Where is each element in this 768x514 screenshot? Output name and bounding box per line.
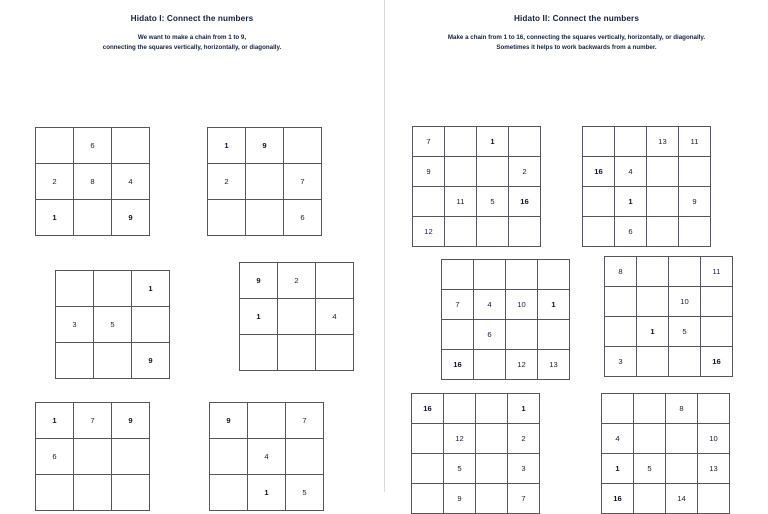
grid-row bbox=[208, 164, 322, 200]
grid-cell-filled[interactable]: 4 bbox=[602, 424, 634, 454]
grid-cell-empty[interactable] bbox=[509, 217, 541, 247]
grid-cell-filled[interactable]: 4 bbox=[615, 157, 647, 187]
grid-cell-empty[interactable] bbox=[246, 164, 284, 200]
grid-row bbox=[602, 454, 730, 484]
grid-cell-empty[interactable] bbox=[669, 347, 701, 377]
grid-cell-filled[interactable]: 1 bbox=[602, 454, 634, 484]
grid-cell-filled[interactable]: 6 bbox=[74, 128, 112, 164]
grid-row bbox=[602, 484, 730, 514]
grid-cell-filled[interactable]: 5 bbox=[669, 317, 701, 347]
grid-row bbox=[442, 290, 570, 320]
grid-cell-empty[interactable] bbox=[112, 439, 150, 475]
grid-cell-empty[interactable] bbox=[506, 260, 538, 290]
grid-cell-empty[interactable] bbox=[474, 350, 506, 380]
grid-cell-filled[interactable]: 6 bbox=[284, 200, 322, 236]
page-subtitle-line-1: Make a chain from 1 to 16, connecting the squares vertically, horizontally, or diagonally. bbox=[447, 34, 706, 41]
grid-cell-filled[interactable]: 9 bbox=[112, 403, 150, 439]
grid-cell-empty[interactable] bbox=[477, 157, 509, 187]
grid-cell-filled[interactable]: 5 bbox=[444, 454, 476, 484]
grid-cell-empty[interactable] bbox=[666, 454, 698, 484]
grid-cell-empty[interactable] bbox=[445, 127, 477, 157]
grid-cell-filled[interactable]: 13 bbox=[698, 454, 730, 484]
hidato-puzzle-grid[interactable] bbox=[55, 270, 170, 379]
grid-row bbox=[210, 403, 324, 439]
grid-cell-filled[interactable]: 9 bbox=[679, 187, 711, 217]
grid-cell-filled[interactable]: 13 bbox=[538, 350, 570, 380]
grid-row bbox=[602, 424, 730, 454]
hidato-puzzle-grid[interactable] bbox=[207, 127, 322, 236]
grid-cell-filled[interactable]: 1 bbox=[538, 290, 570, 320]
grid-cell-filled[interactable]: 8 bbox=[74, 164, 112, 200]
grid-row bbox=[56, 343, 170, 379]
grid-row bbox=[36, 164, 150, 200]
grid-row bbox=[605, 257, 733, 287]
grid-cell-empty[interactable] bbox=[583, 217, 615, 247]
grid-cell-filled[interactable]: 5 bbox=[286, 475, 324, 511]
hidato-puzzle-grid[interactable] bbox=[239, 262, 354, 371]
grid-cell-empty[interactable] bbox=[538, 260, 570, 290]
grid-row bbox=[412, 424, 540, 454]
grid-cell-empty[interactable] bbox=[413, 187, 445, 217]
grid-cell-empty[interactable] bbox=[94, 271, 132, 307]
grid-cell-filled[interactable]: 7 bbox=[442, 290, 474, 320]
grid-row bbox=[583, 187, 711, 217]
grid-row bbox=[412, 394, 540, 424]
grid-row bbox=[240, 299, 354, 335]
grid-cell-empty[interactable] bbox=[476, 484, 508, 514]
grid-cell-empty[interactable] bbox=[476, 454, 508, 484]
grid-cell-empty[interactable] bbox=[284, 128, 322, 164]
grid-cell-filled[interactable]: 7 bbox=[284, 164, 322, 200]
grid-cell-filled[interactable]: 9 bbox=[132, 343, 170, 379]
grid-row bbox=[442, 320, 570, 350]
grid-row bbox=[413, 187, 541, 217]
grid-cell-empty[interactable] bbox=[476, 394, 508, 424]
grid-cell-filled[interactable]: 4 bbox=[112, 164, 150, 200]
grid-cell-filled[interactable]: 4 bbox=[316, 299, 354, 335]
grid-cell-empty[interactable] bbox=[509, 127, 541, 157]
grid-cell-empty[interactable] bbox=[698, 484, 730, 514]
hidato-puzzle-grid[interactable] bbox=[35, 402, 150, 511]
grid-row bbox=[605, 317, 733, 347]
hidato-puzzle-grid[interactable] bbox=[441, 259, 570, 380]
grid-row bbox=[240, 263, 354, 299]
grid-cell-empty[interactable] bbox=[669, 257, 701, 287]
grid-cell-filled[interactable]: 11 bbox=[445, 187, 477, 217]
grid-cell-filled[interactable]: 16 bbox=[602, 484, 634, 514]
grid-cell-empty[interactable] bbox=[634, 484, 666, 514]
grid-cell-empty[interactable] bbox=[602, 394, 634, 424]
grid-cell-empty[interactable] bbox=[637, 257, 669, 287]
grid-cell-filled[interactable]: 2 bbox=[508, 424, 540, 454]
grid-cell-filled[interactable]: 9 bbox=[246, 128, 284, 164]
grid-cell-filled[interactable]: 2 bbox=[36, 164, 74, 200]
grid-cell-filled[interactable]: 6 bbox=[36, 439, 74, 475]
grid-cell-filled[interactable]: 1 bbox=[208, 128, 246, 164]
grid-cell-filled[interactable]: 16 bbox=[412, 394, 444, 424]
grid-cell-empty[interactable] bbox=[112, 475, 150, 511]
grid-cell-empty[interactable] bbox=[94, 343, 132, 379]
page-subtitle-line-2: Sometimes it helps to work backwards from a number. bbox=[496, 43, 657, 51]
grid-cell-filled[interactable]: 4 bbox=[474, 290, 506, 320]
grid-cell-filled[interactable]: 11 bbox=[679, 127, 711, 157]
grid-row bbox=[442, 260, 570, 290]
grid-row bbox=[56, 271, 170, 307]
hidato-puzzle-grid[interactable] bbox=[411, 393, 540, 514]
grid-cell-filled[interactable]: 16 bbox=[509, 187, 541, 217]
grid-row bbox=[208, 200, 322, 236]
grid-cell-filled[interactable]: 4 bbox=[248, 439, 286, 475]
grid-cell-empty[interactable] bbox=[248, 403, 286, 439]
grid-cell-filled[interactable]: 9 bbox=[112, 200, 150, 236]
grid-cell-filled[interactable]: 9 bbox=[444, 484, 476, 514]
grid-cell-empty[interactable] bbox=[445, 217, 477, 247]
grid-cell-empty[interactable] bbox=[444, 394, 476, 424]
grid-cell-filled[interactable]: 14 bbox=[666, 484, 698, 514]
grid-row bbox=[208, 128, 322, 164]
grid-cell-empty[interactable] bbox=[474, 260, 506, 290]
grid-cell-empty[interactable] bbox=[647, 157, 679, 187]
grid-cell-empty[interactable] bbox=[615, 127, 647, 157]
grid-cell-empty[interactable] bbox=[506, 320, 538, 350]
grid-cell-filled[interactable]: 3 bbox=[605, 347, 637, 377]
grid-row bbox=[56, 307, 170, 343]
grid-cell-empty[interactable] bbox=[316, 335, 354, 371]
grid-cell-empty[interactable] bbox=[605, 317, 637, 347]
grid-cell-empty[interactable] bbox=[112, 128, 150, 164]
page-subtitle bbox=[0, 23, 384, 52]
grid-cell-empty[interactable] bbox=[637, 287, 669, 317]
page-title: Hidato I: Connect the numbers bbox=[130, 14, 254, 23]
grid-cell-empty[interactable] bbox=[477, 217, 509, 247]
grid-cell-filled[interactable]: 7 bbox=[413, 127, 445, 157]
grid-row bbox=[413, 127, 541, 157]
hidato-puzzle-grid[interactable] bbox=[582, 126, 711, 247]
grid-cell-empty[interactable] bbox=[605, 287, 637, 317]
grid-cell-empty[interactable] bbox=[442, 320, 474, 350]
grid-cell-filled[interactable]: 5 bbox=[634, 454, 666, 484]
grid-cell-empty[interactable] bbox=[647, 217, 679, 247]
grid-cell-empty[interactable] bbox=[210, 475, 248, 511]
grid-cell-empty[interactable] bbox=[679, 157, 711, 187]
grid-cell-filled[interactable]: 10 bbox=[669, 287, 701, 317]
grid-cell-filled[interactable]: 2 bbox=[208, 164, 246, 200]
grid-row bbox=[36, 403, 150, 439]
grid-row bbox=[210, 439, 324, 475]
grid-row bbox=[583, 157, 711, 187]
grid-cell-empty[interactable] bbox=[701, 287, 733, 317]
grid-cell-empty[interactable] bbox=[634, 394, 666, 424]
hidato-puzzle-grid[interactable] bbox=[601, 393, 730, 514]
grid-cell-empty[interactable] bbox=[278, 335, 316, 371]
grid-cell-filled[interactable]: 1 bbox=[637, 317, 669, 347]
grid-cell-filled[interactable]: 6 bbox=[474, 320, 506, 350]
grid-cell-empty[interactable] bbox=[412, 454, 444, 484]
grid-row bbox=[412, 484, 540, 514]
grid-cell-filled[interactable]: 3 bbox=[56, 307, 94, 343]
page-subtitle-line-1: We want to make a chain from 1 to 9, bbox=[137, 34, 247, 41]
grid-cell-empty[interactable] bbox=[637, 347, 669, 377]
grid-cell-empty[interactable] bbox=[74, 200, 112, 236]
page-title: Hidato II: Connect the numbers bbox=[513, 14, 640, 23]
grid-cell-filled[interactable]: 5 bbox=[94, 307, 132, 343]
grid-cell-empty[interactable] bbox=[36, 128, 74, 164]
grid-row bbox=[36, 128, 150, 164]
grid-cell-filled[interactable]: 9 bbox=[240, 263, 278, 299]
grid-cell-empty[interactable] bbox=[240, 335, 278, 371]
grid-cell-empty[interactable] bbox=[666, 424, 698, 454]
grid-cell-filled[interactable]: 10 bbox=[698, 424, 730, 454]
grid-row bbox=[36, 475, 150, 511]
grid-cell-filled[interactable]: 12 bbox=[444, 424, 476, 454]
grid-cell-empty[interactable] bbox=[74, 439, 112, 475]
grid-row bbox=[36, 439, 150, 475]
grid-row bbox=[412, 454, 540, 484]
grid-cell-filled[interactable]: 2 bbox=[509, 157, 541, 187]
hidato-puzzle-grid[interactable] bbox=[209, 402, 324, 511]
grid-row bbox=[413, 217, 541, 247]
grid-cell-empty[interactable] bbox=[286, 439, 324, 475]
grid-row bbox=[583, 217, 711, 247]
grid-cell-filled[interactable]: 6 bbox=[615, 217, 647, 247]
hidato-puzzle-grid[interactable] bbox=[412, 126, 541, 247]
grid-cell-empty[interactable] bbox=[246, 200, 284, 236]
grid-cell-filled[interactable]: 9 bbox=[210, 403, 248, 439]
grid-cell-filled[interactable]: 12 bbox=[506, 350, 538, 380]
grid-cell-filled[interactable]: 1 bbox=[477, 127, 509, 157]
grid-cell-empty[interactable] bbox=[583, 187, 615, 217]
grid-cell-empty[interactable] bbox=[698, 394, 730, 424]
grid-cell-filled[interactable]: 16 bbox=[701, 347, 733, 377]
grid-cell-filled[interactable]: 13 bbox=[647, 127, 679, 157]
grid-cell-empty[interactable] bbox=[445, 157, 477, 187]
grid-cell-empty[interactable] bbox=[412, 484, 444, 514]
grid-cell-filled[interactable]: 10 bbox=[506, 290, 538, 320]
grid-cell-filled[interactable]: 3 bbox=[508, 454, 540, 484]
worksheet-page-right bbox=[384, 0, 768, 504]
grid-row bbox=[36, 200, 150, 236]
grid-cell-empty[interactable] bbox=[132, 307, 170, 343]
grid-cell-filled[interactable]: 11 bbox=[701, 257, 733, 287]
grid-cell-empty[interactable] bbox=[36, 475, 74, 511]
grid-cell-filled[interactable]: 1 bbox=[240, 299, 278, 335]
grid-cell-filled[interactable]: 1 bbox=[36, 403, 74, 439]
grid-cell-filled[interactable]: 1 bbox=[248, 475, 286, 511]
grid-cell-empty[interactable] bbox=[210, 439, 248, 475]
grid-cell-filled[interactable]: 7 bbox=[74, 403, 112, 439]
page-subtitle bbox=[385, 23, 768, 52]
hidato-puzzle-grid[interactable] bbox=[604, 256, 733, 377]
grid-cell-empty[interactable] bbox=[412, 424, 444, 454]
grid-cell-filled[interactable]: 1 bbox=[508, 394, 540, 424]
grid-cell-filled[interactable]: 2 bbox=[278, 263, 316, 299]
grid-cell-empty[interactable] bbox=[634, 424, 666, 454]
grid-cell-empty[interactable] bbox=[56, 271, 94, 307]
grid-cell-empty[interactable] bbox=[701, 317, 733, 347]
grid-cell-filled[interactable]: 8 bbox=[605, 257, 637, 287]
grid-row bbox=[413, 157, 541, 187]
grid-row bbox=[442, 350, 570, 380]
grid-cell-empty[interactable] bbox=[74, 475, 112, 511]
grid-cell-empty[interactable] bbox=[208, 200, 246, 236]
grid-cell-filled[interactable]: 5 bbox=[477, 187, 509, 217]
grid-cell-empty[interactable] bbox=[476, 424, 508, 454]
grid-cell-empty[interactable] bbox=[278, 299, 316, 335]
hidato-puzzle-grid[interactable] bbox=[35, 127, 150, 236]
grid-cell-empty[interactable] bbox=[647, 187, 679, 217]
grid-row bbox=[605, 287, 733, 317]
grid-cell-filled[interactable]: 16 bbox=[442, 350, 474, 380]
grid-cell-empty[interactable] bbox=[442, 260, 474, 290]
grid-cell-filled[interactable]: 7 bbox=[508, 484, 540, 514]
grid-cell-empty[interactable] bbox=[679, 217, 711, 247]
grid-row bbox=[605, 347, 733, 377]
grid-cell-filled[interactable]: 7 bbox=[286, 403, 324, 439]
grid-cell-empty[interactable] bbox=[316, 263, 354, 299]
grid-cell-filled[interactable]: 1 bbox=[132, 271, 170, 307]
worksheet-page-left bbox=[0, 0, 384, 498]
grid-cell-filled[interactable]: 1 bbox=[36, 200, 74, 236]
page-subtitle-line-2: connecting the squares vertically, horizontally, or diagonally. bbox=[102, 43, 282, 51]
grid-cell-filled[interactable]: 16 bbox=[583, 157, 615, 187]
grid-row bbox=[602, 394, 730, 424]
grid-cell-filled[interactable]: 1 bbox=[615, 187, 647, 217]
grid-cell-filled[interactable]: 12 bbox=[413, 217, 445, 247]
grid-row bbox=[240, 335, 354, 371]
grid-row bbox=[210, 475, 324, 511]
grid-cell-empty[interactable] bbox=[56, 343, 94, 379]
grid-row bbox=[583, 127, 711, 157]
grid-cell-empty[interactable] bbox=[538, 320, 570, 350]
grid-cell-filled[interactable]: 9 bbox=[413, 157, 445, 187]
grid-cell-empty[interactable] bbox=[583, 127, 615, 157]
grid-cell-filled[interactable]: 8 bbox=[666, 394, 698, 424]
